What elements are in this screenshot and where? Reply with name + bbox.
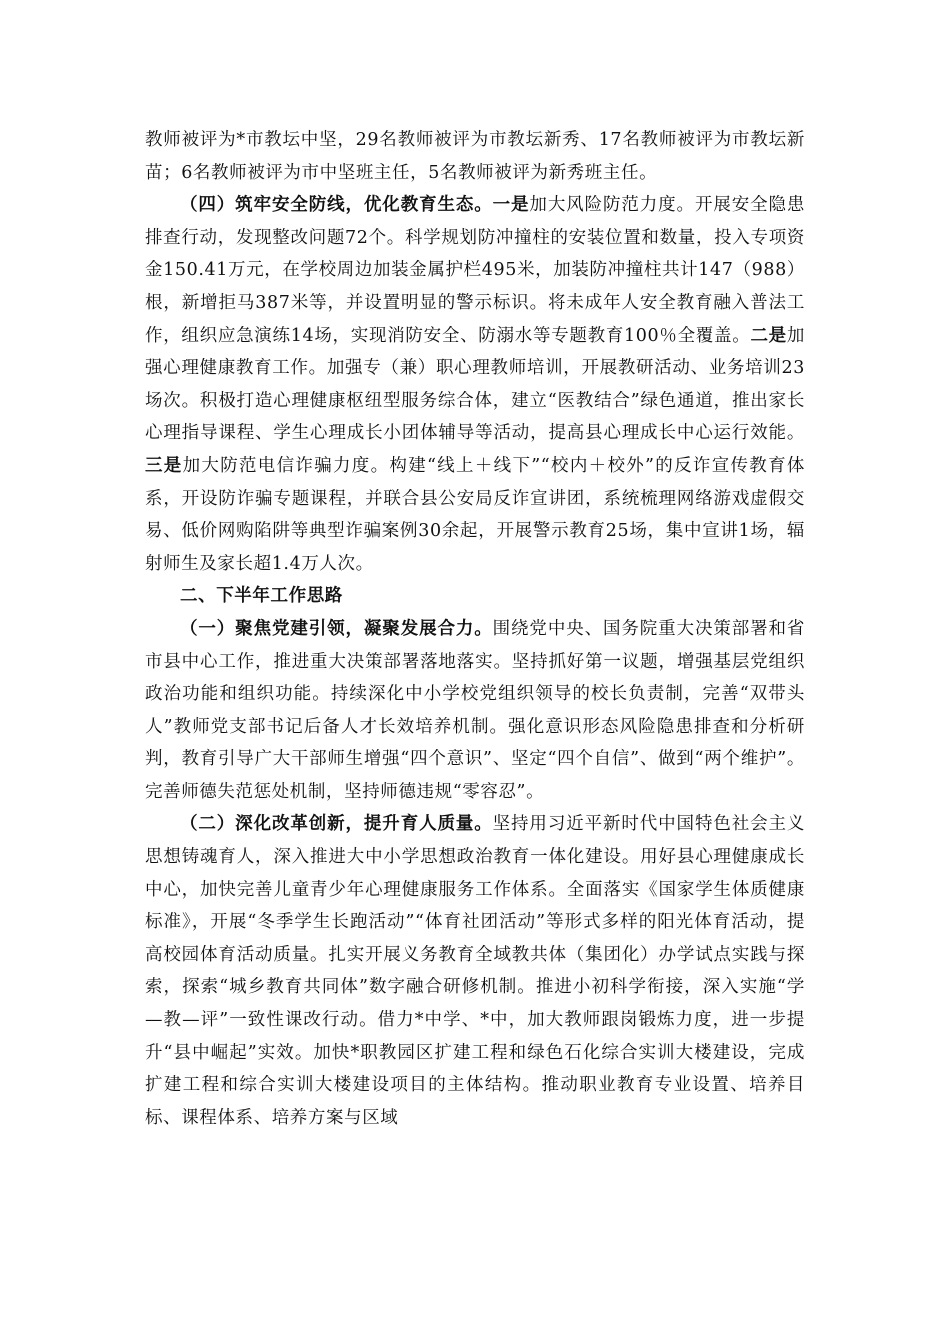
paragraph-text-first: 加大风险防范力度。开展安全隐患排查行动，发现整改问题72个。科学规划防冲撞柱的安装位置和数量，投入专项资金150.41万元，在学校周边加装金属护栏495米，加装防冲撞柱共计147（988）根，新增拒马387米等，并设置明显的警示标识。将未成年人安全教育融入普法工作，组织应急演练14场，实现消防安全、防溺水等专题教育100％全覆盖。: [145, 195, 805, 346]
paragraph-reform: [145, 808, 805, 1134]
section-lead-safety: （四）筑牢安全防线，优化教育生态。: [180, 195, 493, 216]
marker-third: 三是: [145, 455, 183, 476]
paragraph-safety: [145, 189, 805, 580]
paragraph-text: 围绕党中央、国务院重大决策部署和省市县中心工作，推进重大决策部署落地落实。坚持抓好第一议题，增强基层党组织政治功能和组织功能。持续深化中小学校党组织领导的校长负责制，完善“双带头人”教师党支部书记后备人才长效培养机制。强化意识形态风险隐患排查和分析研判，教育引导广大干部师生增强“四个意识”、坚定“四个自信”、做到“两个维护”。完善师德失范惩处机制，坚持师德违规“零容忍”。: [145, 618, 805, 802]
section-lead-reform: （二）深化改革创新，提升育人质量。: [180, 814, 493, 835]
paragraph-text: 教师被评为*市教坛中坚，29名教师被评为市教坛新秀、17名教师被评为市教坛新苗；6名教师被评为市中坚班主任，5名教师被评为新秀班主任。: [145, 130, 805, 183]
paragraph-text-second: 加强心理健康教育工作。加强专（兼）职心理教师培训，开展教研活动、业务培训23场次。积极打造心理健康枢纽型服务综合体，建立“医教结合”绿色通道，推出家长心理指导课程、学生心理成长小团体辅导等活动，提高县心理成长中心运行效能。: [145, 325, 805, 444]
paragraph-text: 坚持用习近平新时代中国特色社会主义思想铸魂育人，深入推进大中小学思想政治教育一体化建设。用好县心理健康成长中心，加快完善儿童青少年心理健康服务工作体系。全面落实《国家学生体质健康标准》，开展“冬季学生长跑活动”“体育社团活动”等形式多样的阳光体育活动，提高校园体育活动质量。扎实开展义务教育全域教共体（集团化）办学试点实践与探索，探索“城乡教育共同体”数字融合研修机制。推进小初科学衔接，深入实施“学—教—评”一致性课改行动。借力*中学、*中，加大教师跟岗锻炼力度，进一步提升“县中崛起”实效。加快*职教园区扩建工程和绿色石化综合实训大楼建设，完成扩建工程和综合实训大楼建设项目的主体结构。推动职业教育专业设置、培养目标、课程体系、培养方案与区域: [145, 814, 805, 1128]
section-heading-next-half-year: 二、下半年工作思路: [180, 586, 343, 607]
marker-second: 二是: [750, 325, 787, 346]
section-lead-party-building: （一）聚焦党建引领，凝聚发展合力。: [180, 618, 493, 639]
paragraph-party-building: [145, 613, 805, 809]
document-page: [145, 124, 805, 1134]
paragraph-text-third: 加大防范电信诈骗力度。构建“线上＋线下”“校内＋校外”的反诈宣传教育体系，开设防诈骗专题课程，并联合县公安局反诈宣讲团，系统梳理网络游戏虚假交易、低价网购陷阱等典型诈骗案例30余起，开展警示教育25场，集中宣讲1场，辐射师生及家长超1.4万人次。: [145, 455, 805, 574]
paragraph-teacher-awards: [145, 124, 805, 189]
marker-first: 一是: [492, 195, 530, 216]
